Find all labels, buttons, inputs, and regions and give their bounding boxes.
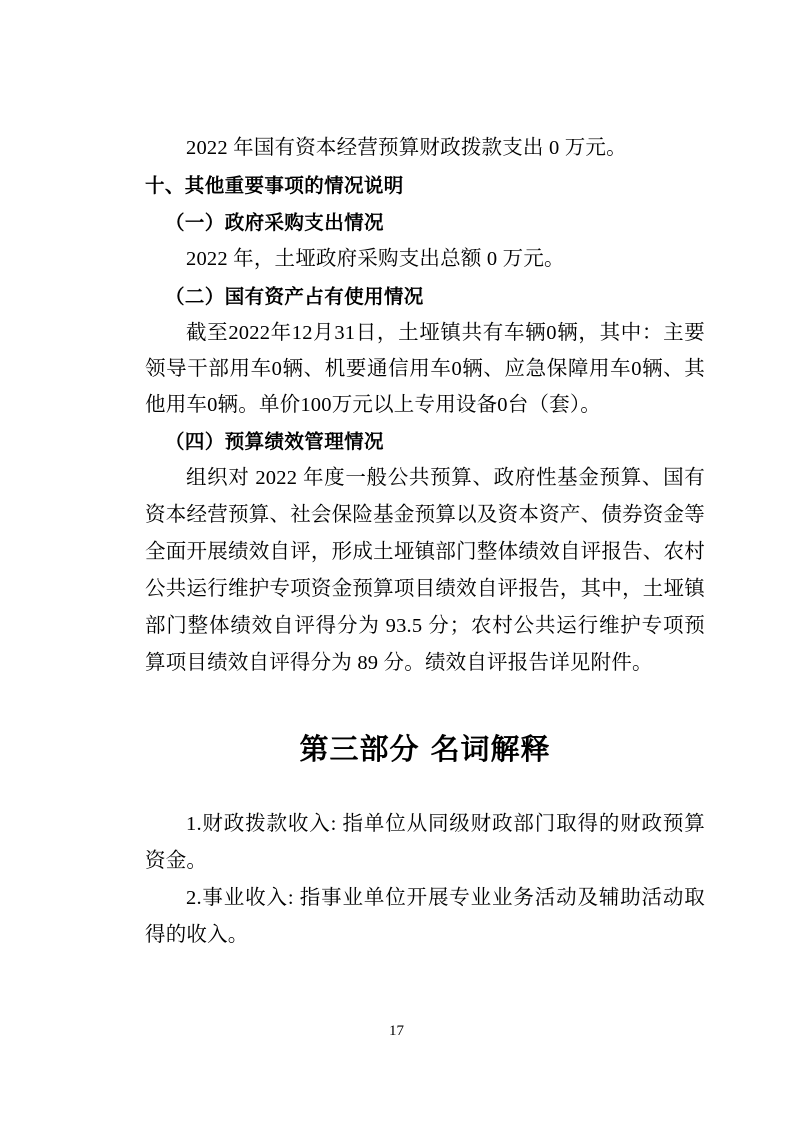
paragraph-budget-performance-management: 组织对 2022 年度一般公共预算、政府性基金预算、国有资本经营预算、社会保险基金预算以及资本资产、债券资金等全面开展绩效自评，形成土垭镇部门整体绩效自评报告、农村公共运行维护专项资金预算项目绩效自评报告，其中，土垭镇部门整体绩效自评得分为 93.5 分；农村公共运行维护专项预算项目绩效自评得分为 89 分。绩效自评报告详见附件。: [145, 467, 705, 674]
page-number: 17: [389, 1023, 404, 1039]
definition-operating-income: 2.事业收入: 指事业单位开展专业业务活动及辅助活动取得的收入。: [145, 887, 705, 946]
paragraph-state-assets-usage: 截至2022年12月31日，土垭镇共有车辆0辆，其中：主要领导干部用车0辆、机要通信用车0辆、应急保障用车0辆、其他用车0辆。单价100万元以上专用设备0台（套）。: [145, 322, 705, 416]
spacer-after-part-title: [145, 772, 705, 806]
heading-government-procurement: （一）政府采购支出情况: [165, 211, 384, 234]
heading-budget-performance-management: （四）预算绩效管理情况: [165, 430, 384, 453]
heading-state-assets-usage: （二）国有资产占有使用情况: [165, 285, 424, 308]
definition-fiscal-appropriation-income: 1.财政拨款收入: 指单位从同级财政部门取得的财政预算资金。: [145, 813, 705, 872]
document-body: [145, 130, 705, 954]
spacer-before-part-title: [145, 682, 705, 726]
part-title-terminology: 第三部分 名词解释: [299, 732, 551, 766]
paragraph-government-procurement: 2022 年，土垭政府采购支出总额 0 万元。: [186, 248, 565, 270]
heading-other-important-matters: 十、其他重要事项的情况说明: [145, 174, 404, 197]
paragraph-state-capital-expenditure: 2022 年国有资本经营预算财政拨款支出 0 万元。: [186, 137, 627, 159]
